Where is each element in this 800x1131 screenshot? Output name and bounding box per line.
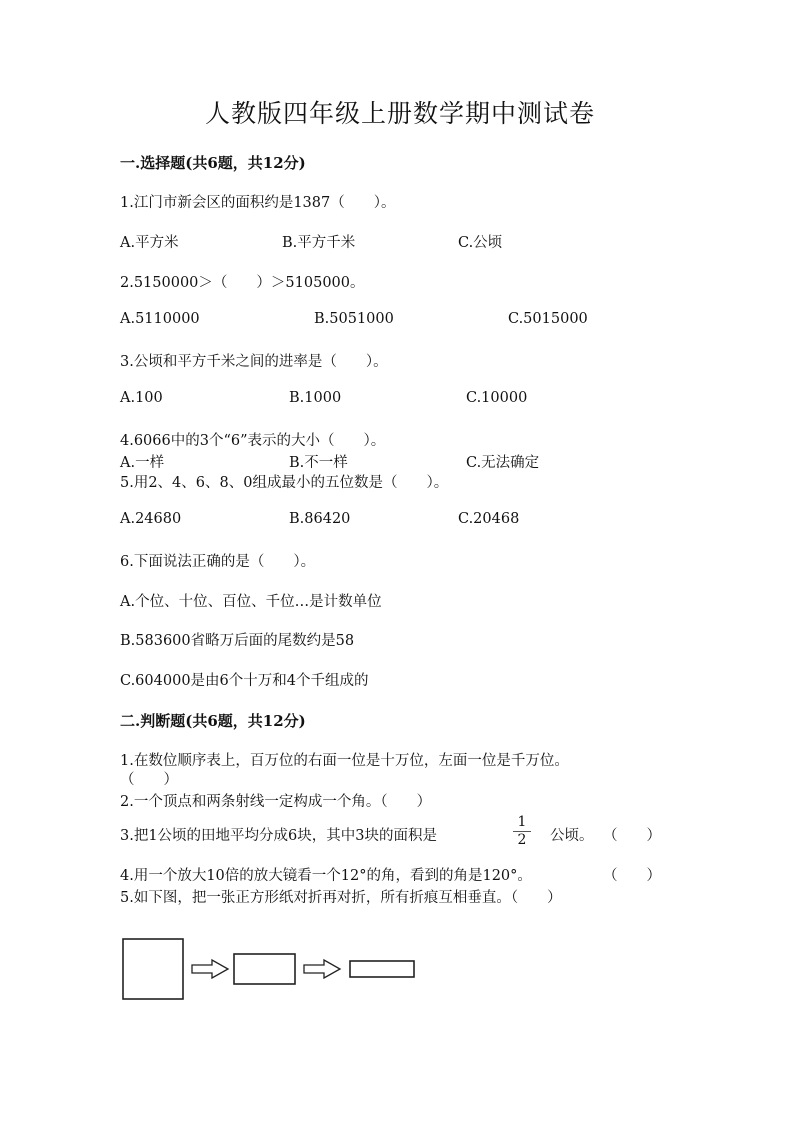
- tf-question-4-stem: 4.用一个放大10倍的放大镜看一个12°的角，看到的角是120°。: [120, 868, 532, 884]
- tf-question-3-stem-before: 3.把1公顷的田地平均分成6块，其中3块的面积是: [120, 828, 438, 844]
- tf-question-2-stem: 2.一个顶点和两条射线一定构成一个角。（ ）: [120, 794, 432, 810]
- tf-question-5-stem: 5.如下图，把一张正方形纸对折再对折，所有折痕互相垂直。（ ）: [120, 890, 562, 906]
- q6-option-a[interactable]: A.个位、十位、百位、千位…是计数单位: [120, 594, 382, 610]
- arrow-right-icon: [304, 960, 340, 978]
- q3-option-a[interactable]: A.100: [120, 390, 163, 406]
- q2-option-c[interactable]: C.5015000: [508, 311, 588, 327]
- question-1-stem: 1.江门市新会区的面积约是1387（ ）。: [120, 195, 396, 211]
- question-6-stem: 6.下面说法正确的是（ ）。: [120, 554, 316, 570]
- q4-option-c[interactable]: C.无法确定: [466, 455, 540, 471]
- q5-option-a[interactable]: A.24680: [120, 511, 182, 527]
- q1-option-a[interactable]: A.平方米: [120, 235, 179, 251]
- q4-option-a[interactable]: A.一样: [120, 455, 165, 471]
- paper-folding-figure: [118, 932, 428, 1006]
- question-3-stem: 3.公顷和平方千米之间的进率是（ ）。: [120, 354, 388, 370]
- tf-question-4-blank[interactable]: （ ）: [603, 868, 661, 884]
- q6-option-c[interactable]: C.604000是由6个十万和4个千组成的: [120, 673, 369, 689]
- fraction-numerator: 1: [513, 814, 531, 832]
- q1-option-c[interactable]: C.公顷: [458, 235, 503, 251]
- q2-option-b[interactable]: B.5051000: [314, 311, 394, 327]
- square-paper-shape: [123, 939, 183, 999]
- half-folded-rectangle-shape: [234, 954, 295, 984]
- question-4-stem: 4.6066中的3个“6”表示的大小（ ）。: [120, 433, 386, 449]
- fraction: [513, 814, 531, 849]
- q4-option-b[interactable]: B.不一样: [289, 455, 348, 471]
- quarter-folded-rectangle-shape: [350, 961, 414, 977]
- q5-option-c[interactable]: C.20468: [458, 511, 520, 527]
- fraction-denominator: 2: [517, 832, 527, 848]
- tf-question-1-stem: 1.在数位顺序表上，百万位的右面一位是十万位，左面一位是千万位。: [120, 753, 569, 769]
- tf-question-3-blank[interactable]: （ ）: [603, 828, 661, 844]
- q6-option-b[interactable]: B.583600省略万后面的尾数约是58: [120, 633, 355, 649]
- q1-option-b[interactable]: B.平方千米: [282, 235, 356, 251]
- page-title: 人教版四年级上册数学期中测试卷: [204, 99, 595, 128]
- question-2-stem: 2.5150000＞（ ）＞5105000。: [120, 275, 365, 291]
- q3-option-c[interactable]: C.10000: [466, 390, 528, 406]
- q3-option-b[interactable]: B.1000: [289, 390, 342, 406]
- tf-question-1-blank[interactable]: （ ）: [120, 772, 178, 788]
- arrow-right-icon: [192, 960, 228, 978]
- section-heading-judgement: 二.判断题(共6题，共12分): [120, 712, 306, 730]
- q2-option-a[interactable]: A.5110000: [120, 311, 200, 327]
- question-5-stem: 5.用2、4、6、8、0组成最小的五位数是（ ）。: [120, 475, 449, 491]
- tf-question-3-stem-after: 公顷。: [550, 828, 594, 844]
- section-heading-choice: 一.选择题(共6题，共12分): [120, 154, 306, 172]
- q5-option-b[interactable]: B.86420: [289, 511, 351, 527]
